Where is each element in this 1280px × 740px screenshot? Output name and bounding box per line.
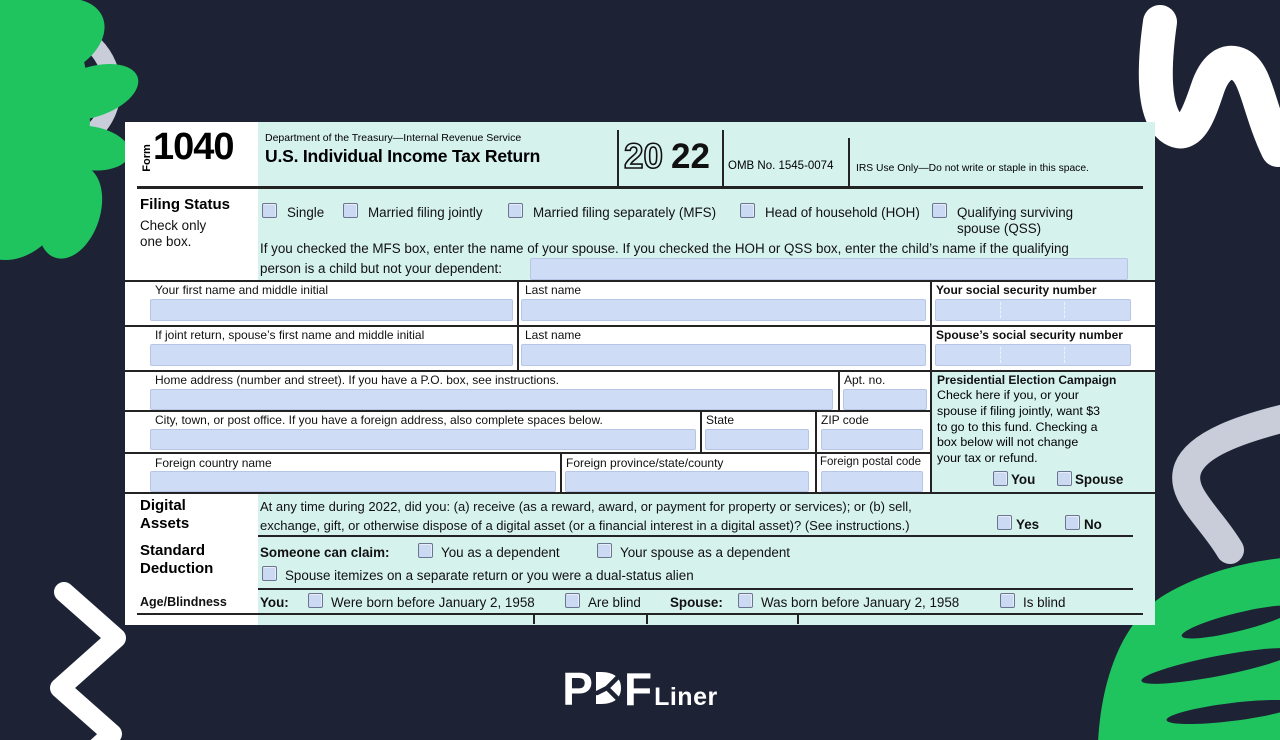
zip-label: ZIP code: [821, 413, 869, 427]
spouse-itemizes-label: Spouse itemizes on a separate return or you were a dual-status alien: [285, 568, 694, 583]
tax-year: [622, 134, 722, 178]
logo-letter-f: F: [623, 663, 652, 715]
filing-status-label: Filing Status: [140, 196, 230, 213]
last-name-label: Last name: [525, 283, 582, 297]
foreign-country-input[interactable]: [150, 471, 556, 492]
age-spouse-label: Spouse:: [670, 595, 723, 610]
pec-body-line: to go to this fund. Checking a: [937, 419, 1098, 434]
spouse-itemizes-checkbox[interactable]: [262, 566, 277, 581]
mfs-note-line2: person is a child but not your dependent:: [260, 261, 502, 276]
pec-title: Presidential Election Campaign: [937, 373, 1117, 387]
form-title: U.S. Individual Income Tax Return: [265, 146, 541, 166]
standard-deduction-label: [140, 542, 213, 578]
foreign-postal-label: Foreign postal code: [820, 456, 922, 468]
filing-status-single-checkbox[interactable]: [262, 203, 277, 218]
check-only-note: Check only one box.: [140, 218, 207, 250]
spouse-born-before-1958-checkbox[interactable]: [738, 593, 753, 608]
ssn-label: Your social security number: [936, 283, 1097, 297]
white-squiggle-decoration: [1156, 22, 1278, 150]
form-number: 1040: [153, 126, 234, 168]
home-address-label: Home address (number and street). If you have a P.O. box, see instructions.: [155, 373, 559, 387]
pec-you-label: You: [1011, 472, 1036, 487]
ssn-input[interactable]: [935, 299, 1131, 321]
pdfliner-logo: [0, 663, 1280, 715]
filing-status-hoh-checkbox[interactable]: [740, 203, 755, 218]
claim-spouse-dependent-label: Your spouse as a dependent: [620, 545, 791, 560]
first-name-input[interactable]: [150, 299, 513, 321]
filing-status-single-label: Single: [287, 205, 325, 220]
claim-spouse-dependent-checkbox[interactable]: [597, 543, 612, 558]
form-1040-document: [125, 122, 1155, 625]
first-name-label: Your first name and middle initial: [155, 283, 328, 297]
pdfliner-leaf-d-icon: [593, 671, 623, 705]
home-address-input[interactable]: [150, 389, 833, 410]
last-name-input[interactable]: [521, 299, 926, 321]
digital-assets-no-checkbox[interactable]: [1065, 515, 1080, 530]
apt-no-input[interactable]: [843, 389, 927, 410]
irs-use-only-note: IRS Use Only—Do not write or staple in this space.: [856, 163, 1089, 174]
pec-body-line: spouse if filing jointly, want $3: [937, 403, 1101, 418]
you-born-before-1958-checkbox[interactable]: [308, 593, 323, 608]
digital-assets-label: [140, 497, 189, 533]
age-blindness-label: Age/Blindness: [140, 595, 227, 609]
pec-you-checkbox[interactable]: [993, 471, 1008, 486]
you-are-blind-label: Are blind: [588, 595, 641, 610]
pec-spouse-checkbox[interactable]: [1057, 471, 1072, 486]
state-label: State: [706, 413, 735, 427]
filing-status-mfs-label: Married filing separately (MFS): [533, 205, 717, 220]
form-word: Form: [140, 144, 153, 172]
you-are-blind-checkbox[interactable]: [565, 593, 580, 608]
department-line: Department of the Treasury—Internal Revenue Service: [265, 132, 522, 144]
standard-label-line2: Deduction: [140, 560, 214, 577]
filing-status-mfj-checkbox[interactable]: [343, 203, 358, 218]
year-outline-digits: 20: [624, 137, 663, 176]
filing-status-qss-checkbox[interactable]: [932, 203, 947, 218]
foreign-postal-input[interactable]: [821, 471, 923, 492]
state-input[interactable]: [705, 429, 809, 450]
digital-assets-yes-checkbox[interactable]: [997, 515, 1012, 530]
digital-assets-no-label: No: [1084, 517, 1102, 532]
digital-assets-yes-label: Yes: [1016, 517, 1040, 532]
digital-label-line2: Assets: [140, 515, 190, 532]
someone-can-claim-label: Someone can claim:: [260, 545, 390, 560]
gray-ring-decoration: [0, 28, 112, 148]
claim-you-dependent-label: You as a dependent: [441, 545, 560, 560]
mfs-note-line1: If you checked the MFS box, enter the name of your spouse. If you checked the HOH or QSS box, enter the child’s name if the qualifying: [260, 241, 1069, 256]
city-label: City, town, or post office. If you have a foreign address, also complete spaces below.: [155, 413, 603, 427]
pec-body-line: box below will not change: [937, 435, 1079, 450]
pec-body-line: your tax or refund.: [937, 451, 1038, 466]
foreign-country-label: Foreign country name: [155, 456, 272, 470]
foreign-province-input[interactable]: [565, 471, 809, 492]
spouse-born-before-1958-label: Was born before January 2, 1958: [761, 595, 960, 610]
filing-status-qss-label: Qualifying surviving spouse (QSS): [957, 205, 1074, 237]
you-born-before-1958-label: Were born before January 2, 1958: [331, 595, 535, 610]
pdfliner-logo-inner: [562, 663, 718, 715]
spouse-is-blind-checkbox[interactable]: [1000, 593, 1015, 608]
year-solid-digits: 22: [671, 137, 710, 176]
spouse-ssn-input[interactable]: [935, 344, 1131, 366]
pec-spouse-label: Spouse: [1075, 472, 1124, 487]
filing-status-hoh-label: Head of household (HOH): [765, 205, 920, 220]
spouse-ssn-label: Spouse’s social security number: [936, 328, 1123, 342]
omb-number: OMB No. 1545-0074: [728, 160, 834, 172]
spouse-first-name-input[interactable]: [150, 344, 513, 366]
filing-status-mfj-label: Married filing jointly: [368, 205, 483, 220]
digital-label-line1: Digital: [140, 497, 186, 514]
qualifying-person-name-input[interactable]: [530, 258, 1128, 280]
logo-letter-p: P: [562, 663, 592, 715]
foreign-province-label: Foreign province/state/county: [566, 456, 724, 470]
digital-assets-question-line2: exchange, gift, or otherwise dispose of a digital asset (or a financial interest in a digital asset)? (See instructions.): [260, 518, 910, 533]
zip-input[interactable]: [821, 429, 923, 450]
spouse-last-name-input[interactable]: [521, 344, 926, 366]
standard-label-line1: Standard: [140, 542, 206, 559]
digital-assets-question-line1: At any time during 2022, did you: (a) receive (as a reward, award, or payment for property or services); or (b) sell,: [260, 499, 912, 514]
green-splat-decoration: [0, 0, 145, 267]
age-you-label: You:: [260, 595, 289, 610]
spouse-last-name-label: Last name: [525, 328, 582, 342]
claim-you-dependent-checkbox[interactable]: [418, 543, 433, 558]
spouse-is-blind-label: Is blind: [1023, 595, 1066, 610]
apt-no-label: Apt. no.: [844, 373, 886, 387]
logo-liner-text: Liner: [654, 683, 718, 711]
pec-body-line: Check here if you, or your: [937, 388, 1079, 402]
gray-curve-decoration: [1186, 418, 1280, 550]
pec-body: [937, 388, 1100, 467]
spouse-first-name-label: If joint return, spouse’s first name and middle initial: [155, 328, 425, 342]
filing-status-mfs-checkbox[interactable]: [508, 203, 523, 218]
city-input[interactable]: [150, 429, 696, 450]
